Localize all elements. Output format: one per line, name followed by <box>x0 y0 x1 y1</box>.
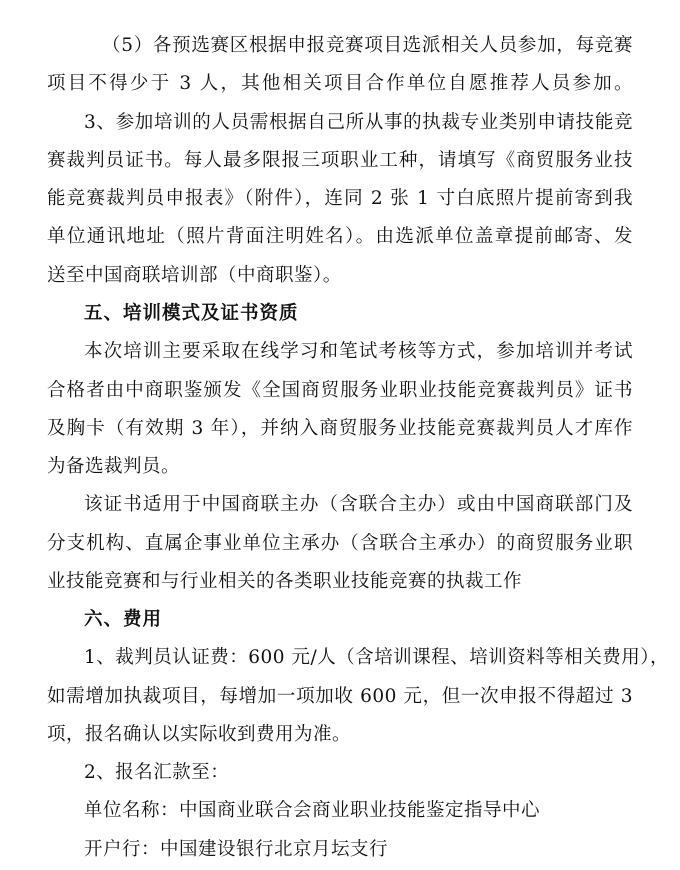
paragraph-line: 单位名称：中国商业联合会商业职业技能鉴定指导中心 <box>84 800 541 821</box>
paragraph-line: 送至中国商联培训部（中商职鉴）。 <box>47 265 342 286</box>
paragraph-line: 1、裁判员认证费：600 元/人（含培训课程、培训资料等相关费用）， <box>84 647 669 668</box>
paragraph-line: 单位通讯地址（照片背面注明姓名）。由选派单位盖章提前邮寄、发 <box>47 226 633 247</box>
section-heading-fees: 六、费用 <box>84 609 163 630</box>
paragraph-line: 如需增加执裁项目，每增加一项加收 600 元，但一次申报不得超过 3 <box>47 686 633 707</box>
paragraph-line: 分支机构、直属企事业单位主承办（含联合主承办）的商贸服务业职 <box>47 533 633 554</box>
paragraph-line: 及胸卡（有效期 3 年），并纳入商贸服务业技能竞赛裁判员人才库作 <box>47 418 633 439</box>
paragraph-line: 该证书适用于中国商联主办（含联合主办）或由中国商联部门及 <box>84 494 633 515</box>
paragraph-line: 能竞赛裁判员申报表》（附件），连同 2 张 1 寸白底照片提前寄到我 <box>47 188 633 209</box>
paragraph-line: 3、参加培训的人员需根据自己所从事的执裁专业类别申请技能竞 <box>84 112 633 133</box>
paragraph-line: 开户行：中国建设银行北京月坛支行 <box>84 839 389 860</box>
paragraph-line: （5）各预选赛区根据申报竞赛项目选派相关人员参加，每竞赛 <box>102 35 633 56</box>
paragraph-line: 2、报名汇款至： <box>84 762 230 783</box>
section-heading-training-mode: 五、培训模式及证书资质 <box>84 303 299 324</box>
paragraph-line: 赛裁判员证书。每人最多限报三项职业工种，请填写《商贸服务业技 <box>47 150 633 171</box>
paragraph-line: 业技能竞赛和与行业相关的各类职业技能竞赛的执裁工作 <box>47 571 523 592</box>
paragraph-line: 项目不得少于 3 人，其他相关项目合作单位自愿推荐人员参加。 <box>47 73 633 94</box>
paragraph-line: 项，报名确认以实际收到费用为准。 <box>47 724 352 745</box>
paragraph-line: 本次培训主要采取在线学习和笔试考核等方式，参加培训并考试 <box>84 341 633 362</box>
paragraph-line: 为备选裁判员。 <box>47 456 181 477</box>
paragraph-line: 合格者由中商职鉴颁发《全国商贸服务业职业技能竞赛裁判员》证书 <box>47 380 633 401</box>
